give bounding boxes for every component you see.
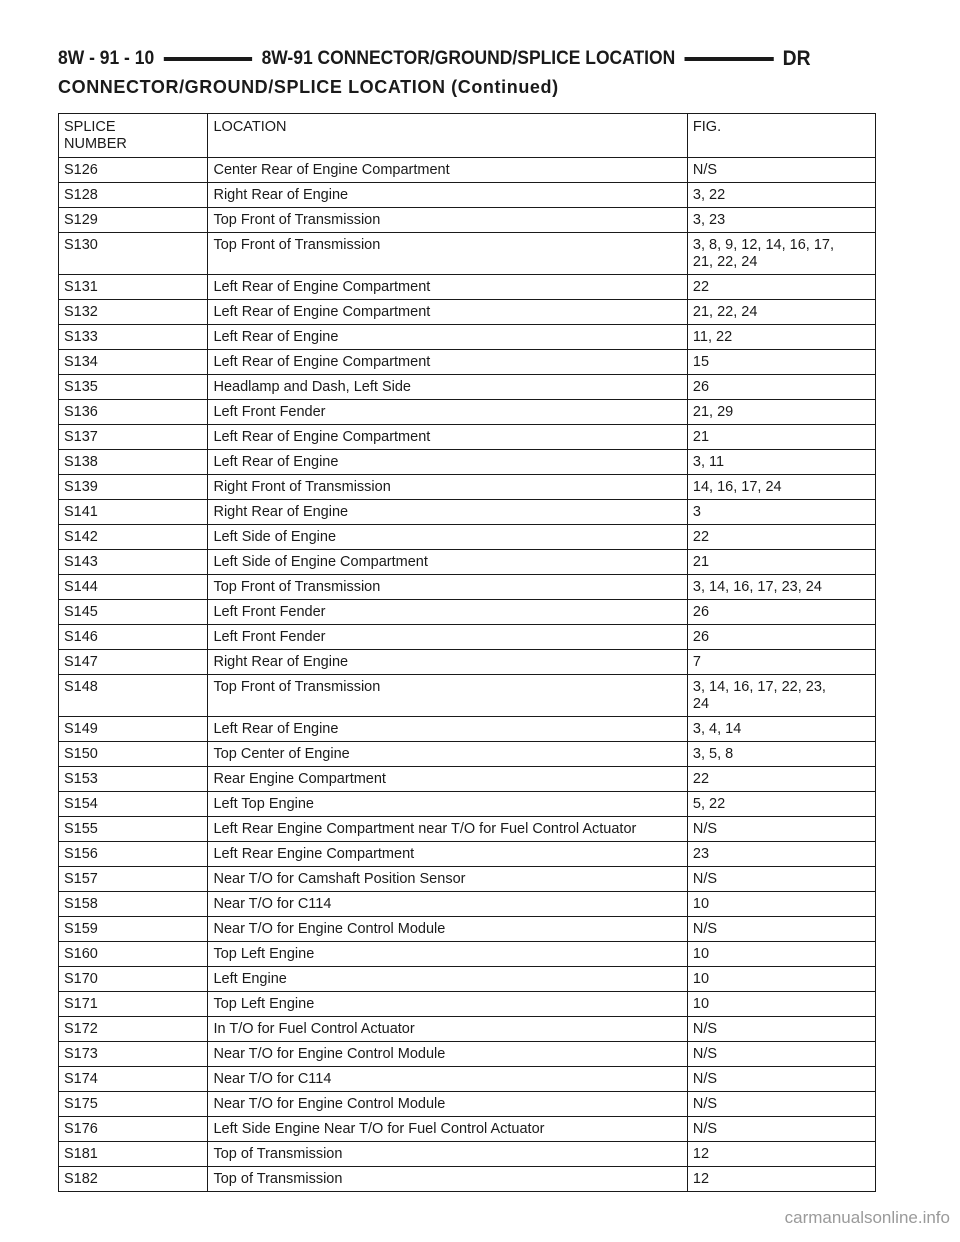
fig-cell: 7: [687, 650, 875, 675]
page-number: 8W - 91 - 10: [58, 48, 155, 69]
table-row: [59, 717, 876, 742]
splice-number-cell: S170: [59, 967, 208, 992]
table-row: [59, 1167, 876, 1192]
location-cell: Top of Transmission: [208, 1142, 687, 1167]
location-cell: Top of Transmission: [208, 1167, 687, 1192]
fig-cell: 12: [687, 1167, 875, 1192]
table-row: [59, 575, 876, 600]
splice-number-cell: S138: [59, 450, 208, 475]
section-title: 8W-91 CONNECTOR/GROUND/SPLICE LOCATION: [261, 48, 676, 69]
location-cell: Near T/O for Camshaft Position Sensor: [208, 867, 687, 892]
fig-cell: N/S: [687, 917, 875, 942]
header-rule-right: [684, 57, 773, 61]
table-row: [59, 942, 876, 967]
splice-number-cell: S160: [59, 942, 208, 967]
header-rule-left: [163, 57, 252, 61]
fig-cell: 3, 22: [687, 183, 875, 208]
splice-number-cell: S149: [59, 717, 208, 742]
column-header-location: [208, 114, 687, 158]
table-row: [59, 892, 876, 917]
splice-number-cell: S173: [59, 1042, 208, 1067]
location-cell: Near T/O for C114: [208, 892, 687, 917]
splice-number-cell: S158: [59, 892, 208, 917]
location-cell: Headlamp and Dash, Left Side: [208, 375, 687, 400]
location-cell: Left Front Fender: [208, 600, 687, 625]
location-cell: Near T/O for Engine Control Module: [208, 1092, 687, 1117]
table-row: [59, 500, 876, 525]
watermark: carmanualsonline.info: [784, 1208, 950, 1227]
fig-cell: 3, 11: [687, 450, 875, 475]
splice-number-cell: S172: [59, 1017, 208, 1042]
fig-cell: N/S: [687, 867, 875, 892]
splice-number-cell: S137: [59, 425, 208, 450]
table-row: [59, 817, 876, 842]
fig-cell: N/S: [687, 1117, 875, 1142]
splice-number-cell: S145: [59, 600, 208, 625]
fig-cell: 26: [687, 625, 875, 650]
table-row: [59, 917, 876, 942]
fig-cell: N/S: [687, 1092, 875, 1117]
fig-cell: 3, 23: [687, 208, 875, 233]
table-row: [59, 1092, 876, 1117]
fig-cell: 10: [687, 992, 875, 1017]
location-cell: Top Front of Transmission: [208, 208, 687, 233]
fig-cell: 10: [687, 967, 875, 992]
table-header-row: [59, 114, 876, 158]
table-row: [59, 867, 876, 892]
table-title: CONNECTOR/GROUND/SPLICE LOCATION (Continued): [58, 77, 559, 97]
splice-number-cell: S155: [59, 817, 208, 842]
table-row: [59, 625, 876, 650]
table-row: [59, 400, 876, 425]
splice-number-cell: S147: [59, 650, 208, 675]
splice-number-cell: S133: [59, 325, 208, 350]
splice-number-cell: S146: [59, 625, 208, 650]
fig-cell: 26: [687, 375, 875, 400]
location-cell: Left Engine: [208, 967, 687, 992]
splice-number-cell: S134: [59, 350, 208, 375]
splice-number-cell: S129: [59, 208, 208, 233]
table-row: [59, 350, 876, 375]
location-cell: Left Rear Engine Compartment near T/O for Fuel Control Actuator: [208, 817, 687, 842]
location-cell: Top Front of Transmission: [208, 675, 687, 717]
fig-cell: 11, 22: [687, 325, 875, 350]
location-cell: Left Side of Engine: [208, 525, 687, 550]
splice-number-cell: S141: [59, 500, 208, 525]
splice-number-cell: S144: [59, 575, 208, 600]
location-cell: Left Rear of Engine: [208, 717, 687, 742]
fig-cell: 21: [687, 425, 875, 450]
table-body: [59, 158, 876, 1192]
fig-cell: 5, 22: [687, 792, 875, 817]
location-cell: Right Rear of Engine: [208, 500, 687, 525]
fig-cell: 22: [687, 275, 875, 300]
fig-cell: 12: [687, 1142, 875, 1167]
location-cell: Left Side of Engine Compartment: [208, 550, 687, 575]
splice-number-cell: S126: [59, 158, 208, 183]
splice-number-cell: S130: [59, 233, 208, 275]
table-row: [59, 475, 876, 500]
splice-number-cell: S143: [59, 550, 208, 575]
location-cell: Center Rear of Engine Compartment: [208, 158, 687, 183]
fig-cell: 14, 16, 17, 24: [687, 475, 875, 500]
fig-cell: 26: [687, 600, 875, 625]
table-row: [59, 992, 876, 1017]
location-cell: Left Rear of Engine Compartment: [208, 350, 687, 375]
fig-cell: 3, 14, 16, 17, 22, 23, 24: [687, 675, 875, 717]
column-header-text: LOCATION: [213, 119, 287, 135]
fig-cell: N/S: [687, 1042, 875, 1067]
fig-cell: 15: [687, 350, 875, 375]
fig-cell: 3, 5, 8: [687, 742, 875, 767]
table-row: [59, 550, 876, 575]
splice-number-cell: S135: [59, 375, 208, 400]
fig-cell: 21, 29: [687, 400, 875, 425]
table-row: [59, 1042, 876, 1067]
table-row: [59, 450, 876, 475]
splice-number-cell: S175: [59, 1092, 208, 1117]
column-header-text: SPLICE NUMBER: [64, 119, 127, 152]
fig-cell: 23: [687, 842, 875, 867]
location-cell: Near T/O for Engine Control Module: [208, 917, 687, 942]
table-row: [59, 675, 876, 717]
fig-cell: 21: [687, 550, 875, 575]
splice-number-cell: S154: [59, 792, 208, 817]
model-code: DR: [782, 47, 811, 70]
fig-cell: 3, 14, 16, 17, 23, 24: [687, 575, 875, 600]
table-row: [59, 158, 876, 183]
splice-number-cell: S136: [59, 400, 208, 425]
location-cell: Top Left Engine: [208, 942, 687, 967]
location-cell: Right Rear of Engine: [208, 650, 687, 675]
table-row: [59, 742, 876, 767]
fig-cell: N/S: [687, 1017, 875, 1042]
splice-number-cell: S153: [59, 767, 208, 792]
location-cell: Left Front Fender: [208, 625, 687, 650]
fig-cell: N/S: [687, 1067, 875, 1092]
location-cell: Left Side Engine Near T/O for Fuel Control Actuator: [208, 1117, 687, 1142]
table-row: [59, 1142, 876, 1167]
table-row: [59, 375, 876, 400]
fig-cell: 3: [687, 500, 875, 525]
location-cell: Top Front of Transmission: [208, 575, 687, 600]
location-cell: Near T/O for C114: [208, 1067, 687, 1092]
table-row: [59, 1067, 876, 1092]
table-row: [59, 208, 876, 233]
splice-number-cell: S174: [59, 1067, 208, 1092]
splice-number-cell: S157: [59, 867, 208, 892]
table-row: [59, 767, 876, 792]
splice-number-cell: S181: [59, 1142, 208, 1167]
column-header-splice-number: [59, 114, 208, 158]
location-cell: Rear Engine Compartment: [208, 767, 687, 792]
location-cell: Left Front Fender: [208, 400, 687, 425]
page-header: [58, 46, 811, 72]
location-cell: Right Rear of Engine: [208, 183, 687, 208]
location-cell: Near T/O for Engine Control Module: [208, 1042, 687, 1067]
location-cell: Left Top Engine: [208, 792, 687, 817]
location-cell: In T/O for Fuel Control Actuator: [208, 1017, 687, 1042]
splice-number-cell: S142: [59, 525, 208, 550]
splice-location-table: [58, 113, 876, 1192]
location-cell: Left Rear of Engine Compartment: [208, 425, 687, 450]
splice-number-cell: S150: [59, 742, 208, 767]
splice-number-cell: S131: [59, 275, 208, 300]
table-row: [59, 525, 876, 550]
table-row: [59, 842, 876, 867]
splice-number-cell: S156: [59, 842, 208, 867]
location-cell: Top Left Engine: [208, 992, 687, 1017]
fig-cell: N/S: [687, 158, 875, 183]
table-row: [59, 1117, 876, 1142]
fig-cell: N/S: [687, 817, 875, 842]
location-cell: Top Front of Transmission: [208, 233, 687, 275]
table-row: [59, 967, 876, 992]
splice-number-cell: S182: [59, 1167, 208, 1192]
splice-number-cell: S132: [59, 300, 208, 325]
column-header-text: FIG.: [692, 119, 722, 135]
location-cell: Right Front of Transmission: [208, 475, 687, 500]
fig-cell: 22: [687, 525, 875, 550]
table-row: [59, 183, 876, 208]
fig-cell: 3, 8, 9, 12, 14, 16, 17, 21, 22, 24: [687, 233, 875, 275]
splice-number-cell: S171: [59, 992, 208, 1017]
splice-number-cell: S148: [59, 675, 208, 717]
table-row: [59, 233, 876, 275]
location-cell: Left Rear of Engine Compartment: [208, 275, 687, 300]
location-cell: Top Center of Engine: [208, 742, 687, 767]
table-row: [59, 300, 876, 325]
table-row: [59, 425, 876, 450]
location-cell: Left Rear of Engine Compartment: [208, 300, 687, 325]
splice-number-cell: S159: [59, 917, 208, 942]
fig-cell: 10: [687, 892, 875, 917]
splice-number-cell: S128: [59, 183, 208, 208]
table-row: [59, 275, 876, 300]
table-row: [59, 650, 876, 675]
fig-cell: 21, 22, 24: [687, 300, 875, 325]
table-row: [59, 600, 876, 625]
fig-cell: 22: [687, 767, 875, 792]
fig-cell: 10: [687, 942, 875, 967]
table-row: [59, 325, 876, 350]
location-cell: Left Rear of Engine: [208, 450, 687, 475]
table-row: [59, 792, 876, 817]
table-row: [59, 1017, 876, 1042]
fig-cell: 3, 4, 14: [687, 717, 875, 742]
location-cell: Left Rear Engine Compartment: [208, 842, 687, 867]
location-cell: Left Rear of Engine: [208, 325, 687, 350]
splice-number-cell: S176: [59, 1117, 208, 1142]
splice-number-cell: S139: [59, 475, 208, 500]
column-header-fig: [687, 114, 875, 158]
